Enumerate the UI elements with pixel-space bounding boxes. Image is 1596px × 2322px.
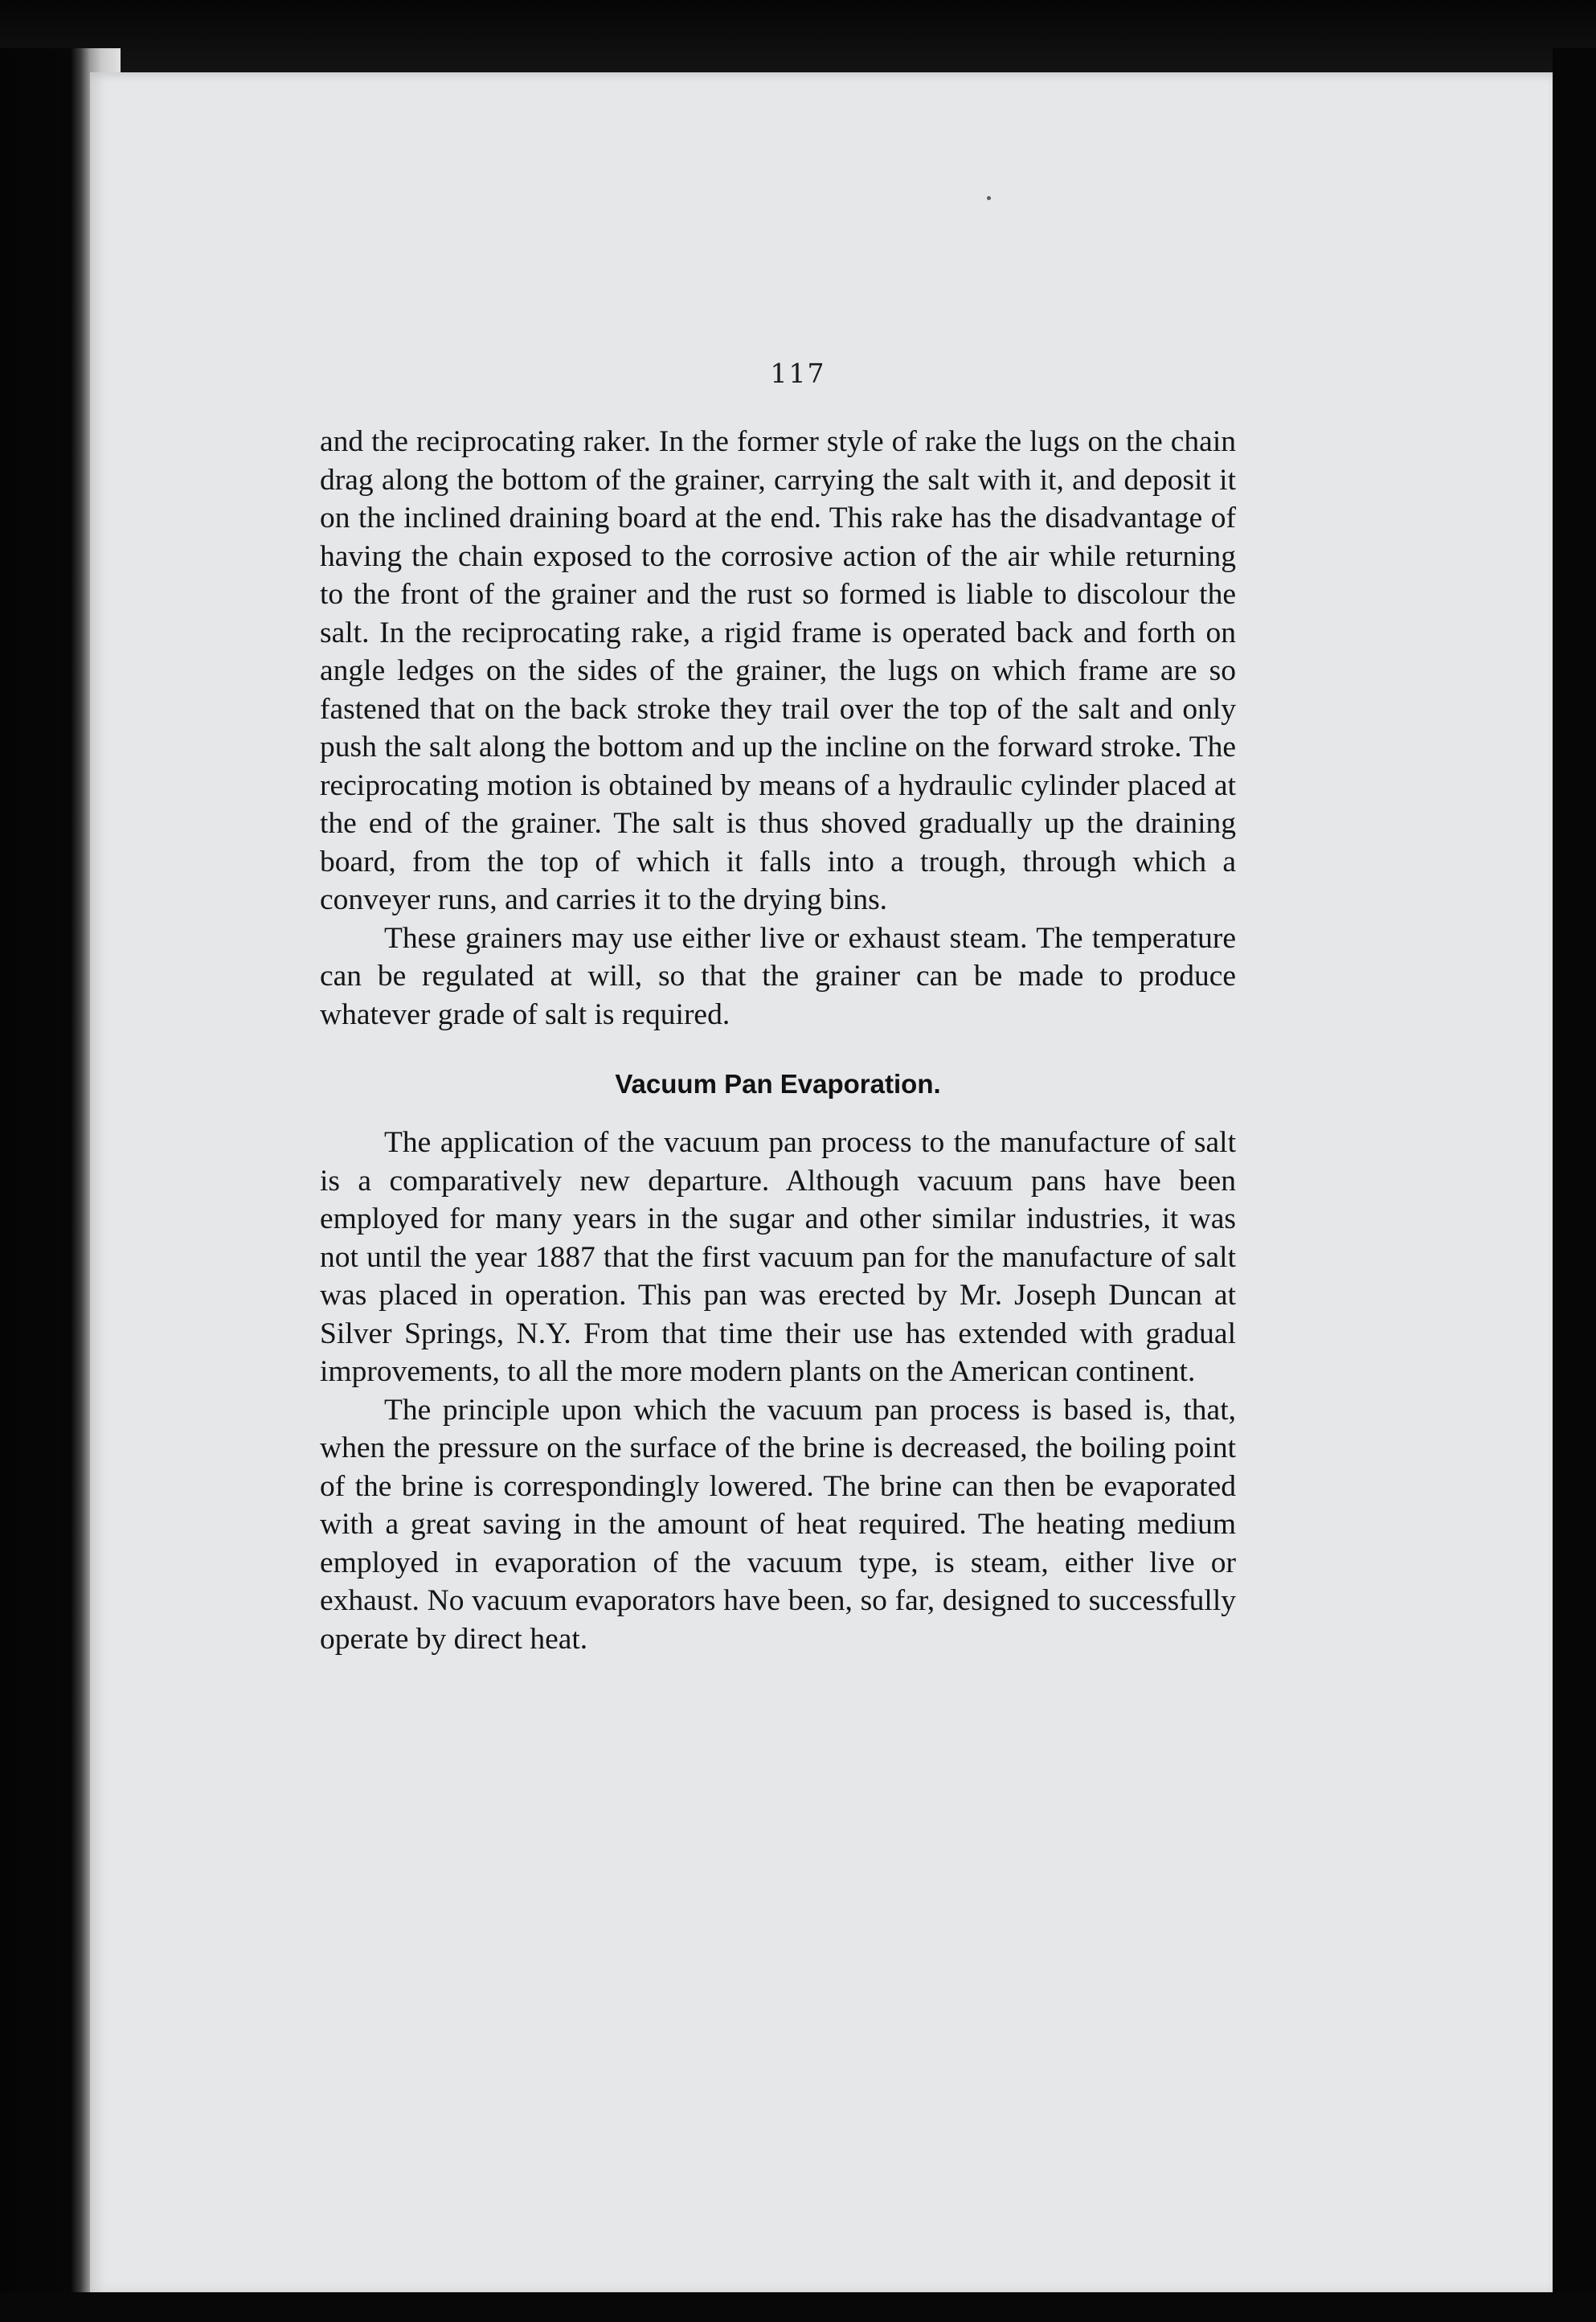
dust-speck (987, 196, 991, 200)
grainers-paragraph: These grainers may use either live or exhaust steam. The temperature can be regulated at will, so that the grainer can be made to produce whatever grade of salt is required. (320, 921, 1236, 1031)
page-body (320, 423, 1236, 1658)
scan-right-border (1553, 48, 1596, 2322)
scan-top-border (0, 0, 1596, 74)
vacuum-pan-history-paragraph: The application of the vacuum pan process to the manufacture of salt is a comparatively new departure. Although vacuum pans have been employed for many years in the sugar and other similar industries, it was not until the year 1887 that the first vacuum pan for the manufacture of salt was placed in operation. This pan was erected by Mr. Joseph Duncan at Silver Springs, N.Y. From that time their use has extended with gradual improvements, to all the more modern plants on the American continent. (320, 1126, 1236, 1388)
continuation-paragraph: and the reciprocating raker. In the former style of rake the lugs on the chain drag along the bottom of the grainer, carrying the salt with it, and deposit it on the inclined draining board at the end. This rake has the disadvantage of having the chain exposed to the corrosive action of the air while returning to the front of the grainer and the rust so formed is liable to discolour the salt. In the reciprocating rake, a rigid frame is operated back and forth on angle ledges on the sides of the grainer, the lugs on which frame are so fastened that on the back stroke they trail over the top of the salt and only push the salt along the bottom and up the incline on the forward stroke. The reciprocating motion is obtained by means of a hydraulic cylinder placed at the end of the grainer. The salt is thus shoved gradually up the draining board, from the top of which it falls into a trough, through which a conveyer runs, and carries it to the drying bins. (320, 425, 1236, 916)
page-number: 117 (770, 358, 826, 389)
spacer (320, 1103, 1236, 1124)
spacer (320, 1034, 1236, 1066)
section-heading: Vacuum Pan Evaporation. (615, 1069, 941, 1099)
vacuum-pan-principle-paragraph: The principle upon which the vacuum pan process is based is, that, when the pressure on the surface of the brine is decreased, the boiling point of the brine is correspondingly lowered. The brine can then be evaporated with a great saving in the amount of heat required. The heating medium employed in evaporation of the vacuum type, is steam, either live or exhaust. No vacuum evaporators have been, so far, designed to successfully operate by direct heat. (320, 1393, 1236, 1656)
scan-bottom-border (0, 2292, 1596, 2322)
